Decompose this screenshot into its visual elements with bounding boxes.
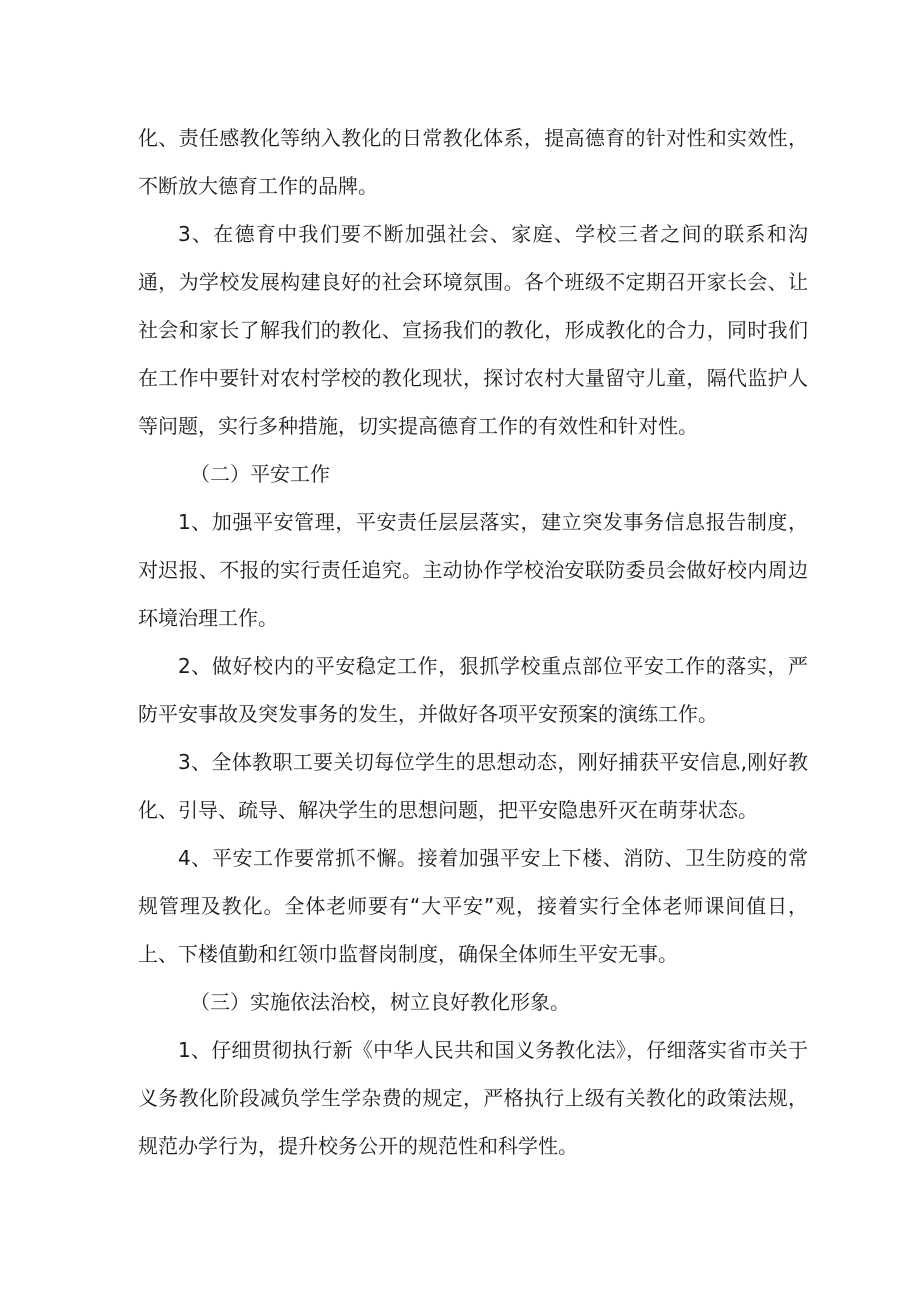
document-body [138, 114, 808, 1170]
section-heading-law: （三）实施依法治校，树立良好教化形象。 [190, 990, 570, 1014]
paragraph-safety-item-2: 2、做好校内的平安稳定工作，狠抓学校重点部位平安工作的落实，严防平安事故及突发事务的发生，并做好各项平安预案的演练工作。 [138, 654, 808, 726]
paragraph-safety-item-3: 3、全体教职工要关切每位学生的思想动态，刚好捕获平安信息,刚好教化、引导、疏导、解决学生的思想问题，把平安隐患歼灭在萌芽状态。 [138, 750, 808, 822]
paragraph-moral-item-3: 3、在德育中我们要不断加强社会、家庭、学校三者之间的联系和沟通，为学校发展构建良好的社会环境氛围。各个班级不定期召开家长会、让社会和家长了解我们的教化、宣扬我们的教化，形成教化的合力，同时我们在工作中要针对农村学校的教化现状，探讨农村大量留守儿童，隔代监护人等问题，实行多种措施，切实提高德育工作的有效性和针对性。 [138, 222, 808, 438]
paragraph-safety-item-4: 4、平安工作要常抓不懈。接着加强平安上下楼、消防、卫生防疫的常规管理及教化。全体老师要有“大平安”观，接着实行全体老师课间值日，上、下楼值勤和红领巾监督岗制度，确保全体师生平安无事。 [138, 846, 808, 966]
paragraph-continuation: 化、责任感教化等纳入教化的日常教化体系，提高德育的针对性和实效性，不断放大德育工作的品牌。 [138, 126, 808, 198]
paragraph-safety-item-1: 1、加强平安管理，平安责任层层落实，建立突发事务信息报告制度，对迟报、不报的实行责任追究。主动协作学校治安联防委员会做好校内周边环境治理工作。 [138, 510, 808, 630]
paragraph-law-item-1: 1、仔细贯彻执行新《中华人民共和国义务教化法》，仔细落实省市关于义务教化阶段减负学生学杂费的规定，严格执行上级有关教化的政策法规，规范办学行为，提升校务公开的规范性和科学性。 [138, 1038, 808, 1158]
section-heading-safety: （二）平安工作 [190, 462, 330, 486]
